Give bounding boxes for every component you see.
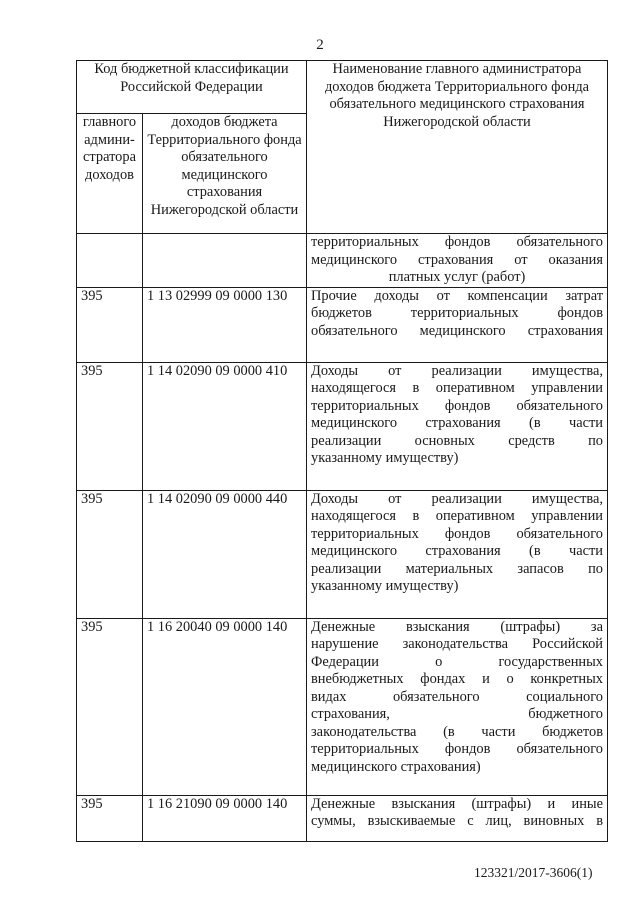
table-row — [77, 618, 608, 795]
cell-admin: 395 — [77, 795, 143, 841]
name-line: территориальных фондов обязательного — [311, 397, 603, 414]
cell-name — [307, 618, 608, 795]
cell-code: 1 16 20040 09 0000 140 — [143, 618, 307, 795]
name-line: территориальных фондов обязательного — [311, 741, 603, 757]
name-line: указанному имуществу) — [311, 578, 459, 594]
cell-admin: 395 — [77, 490, 143, 618]
table-row-continuation — [77, 234, 608, 288]
header-chief-administrator: главного админи-стратора доходов — [77, 114, 143, 234]
cell-admin: 395 — [77, 618, 143, 795]
name-line: обязательного медицинского страхования — [311, 322, 603, 339]
header-budget-code-group: Код бюджетной классификации Российской Федерации — [77, 61, 307, 114]
table-row — [77, 795, 608, 841]
name-line: бюджетов территориальных фондов — [311, 305, 603, 321]
name-line: территориальных фондов обязательного — [311, 234, 603, 250]
cell-admin — [77, 234, 143, 288]
name-line: суммы, взыскиваемые с лиц, виновных в — [311, 813, 603, 829]
name-line: Доходы от реализации имущества, — [311, 490, 603, 507]
name-line: нарушение законодательства Российской — [311, 636, 603, 652]
name-line: видах обязательного социального — [311, 688, 603, 705]
cell-code: 1 16 21090 09 0000 140 — [143, 795, 307, 841]
document-registration-code: 123321/2017-3606(1) — [474, 865, 593, 880]
cell-code — [143, 234, 307, 288]
name-line: территориальных фондов обязательного — [311, 525, 603, 542]
name-line: указанному имуществу) — [311, 450, 459, 466]
name-line: находящегося в оперативном управлении — [311, 380, 603, 396]
name-line: находящегося в оперативном управлении — [311, 508, 603, 524]
header-administrator-name: Наименование главного администратора доходов бюджета Территориального фонда обязательного медицинского страхования Нижегородской области — [307, 61, 608, 234]
name-line: Федерации о государственных — [311, 653, 603, 670]
page-number: 2 — [316, 37, 324, 53]
cell-name — [307, 490, 608, 618]
name-line: страхования, бюджетного — [311, 706, 603, 722]
name-line: внебюджетных фондах и о конкретных — [311, 671, 603, 687]
name-line: Доходы от реализации имущества, — [311, 362, 603, 379]
name-line: медицинского страхования) — [311, 758, 481, 775]
cell-code: 1 14 02090 09 0000 410 — [143, 362, 307, 490]
name-line: медицинского страхования (в части — [311, 543, 603, 559]
table-row — [77, 490, 608, 618]
name-line: реализации материальных запасов по — [311, 560, 603, 577]
table-row — [77, 362, 608, 490]
name-line: Денежные взыскания (штрафы) и иные — [311, 795, 603, 812]
cell-name — [307, 234, 608, 288]
name-line: реализации основных средств по — [311, 432, 603, 449]
name-line: законодательства (в части бюджетов — [311, 723, 603, 740]
name-line: платных услуг (работ) — [388, 269, 526, 285]
cell-name — [307, 287, 608, 362]
table-row — [77, 287, 608, 362]
cell-code: 1 13 02999 09 0000 130 — [143, 287, 307, 362]
name-line: Прочие доходы от компенсации затрат — [311, 287, 603, 304]
header-income-code: доходов бюджета Территориального фонда обязательного медицинского страхования Нижегородской области — [143, 114, 307, 234]
name-line: медицинского страхования (в части — [311, 415, 603, 431]
cell-code: 1 14 02090 09 0000 440 — [143, 490, 307, 618]
name-line: Денежные взыскания (штрафы) за — [311, 618, 603, 635]
cell-admin: 395 — [77, 287, 143, 362]
cell-name — [307, 795, 608, 841]
cell-name — [307, 362, 608, 490]
name-line: медицинского страхования от оказания — [311, 251, 603, 268]
cell-admin: 395 — [77, 362, 143, 490]
budget-classification-table — [76, 60, 608, 842]
